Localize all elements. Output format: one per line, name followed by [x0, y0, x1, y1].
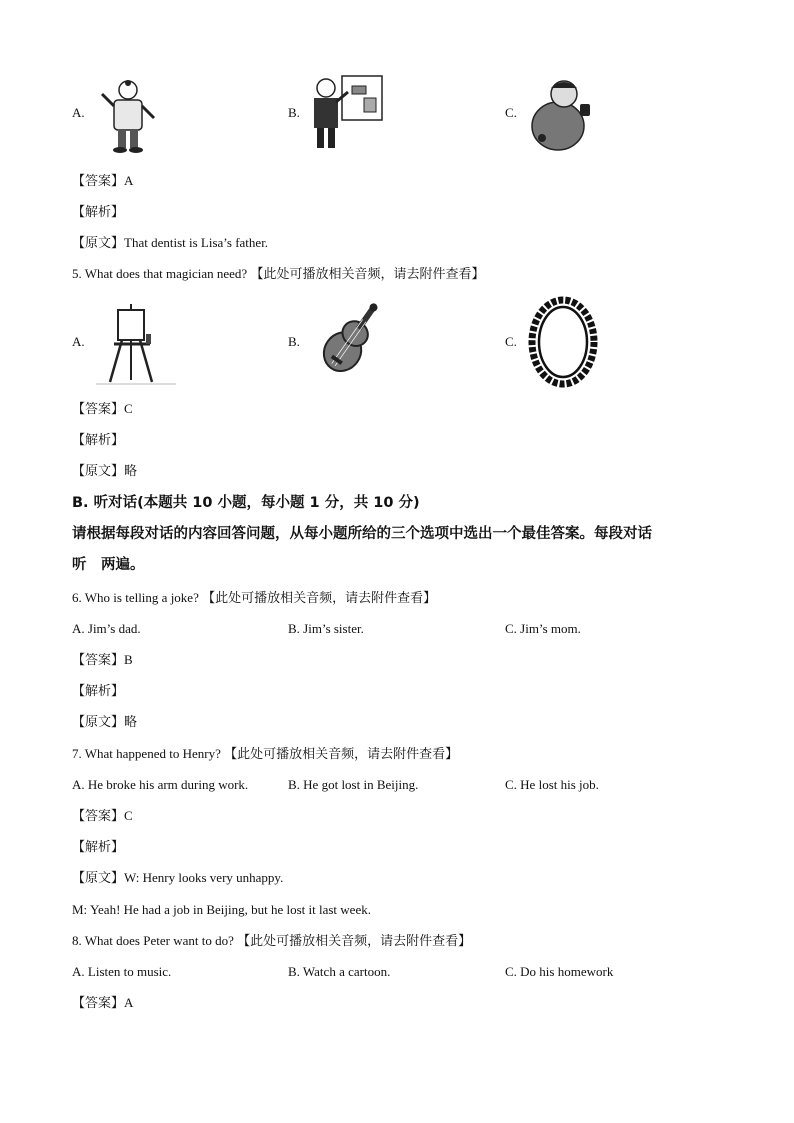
q4-option-b-label: B. — [288, 105, 300, 120]
q4-option-a-label: A. — [72, 105, 85, 120]
presenter-with-board-illustration — [308, 72, 386, 152]
mirror-icon — [528, 296, 598, 388]
q6-answer: 【答案】B — [72, 652, 133, 667]
q7-original: 【原文】W: Henry looks very unhappy. — [72, 870, 284, 885]
q7-option-c: C. He lost his job. — [505, 777, 599, 792]
q4-analysis: 【解析】 — [72, 204, 125, 219]
q8-option-a: A. Listen to music. — [72, 964, 172, 979]
q6-original: 【原文】略 — [72, 714, 138, 729]
q6-analysis: 【解析】 — [72, 683, 125, 698]
q7-answer: 【答案】C — [72, 808, 133, 823]
section-b-instruction-2: 听 两遍。 — [72, 557, 145, 573]
q4-option-c-label: C. — [505, 105, 517, 120]
q8-question: 8. What does Peter want to do? 【此处可播放相关音频，请去附件查看】 — [72, 933, 472, 948]
q7-option-a: A. He broke his arm during work. — [72, 777, 249, 792]
section-b-title: B. 听对话(本题共 10 小题，每小题 1 分，共 10 分) — [72, 495, 420, 511]
q4-original: 【原文】That dentist is Lisa’s father. — [72, 235, 269, 250]
q6-option-c: C. Jim’s mom. — [505, 621, 581, 636]
q7-analysis: 【解析】 — [72, 839, 125, 854]
q6-option-a: A. Jim’s dad. — [72, 621, 141, 636]
man-with-phone-illustration — [528, 74, 600, 154]
q5-question: 5. What does that magician need? 【此处可播放相关音频，请去附件查看】 — [72, 266, 485, 281]
q8-option-b: B. Watch a cartoon. — [288, 964, 391, 979]
q6-question: 6. Who is telling a joke? 【此处可播放相关音频，请去附件查看】 — [72, 590, 437, 605]
q5-answer: 【答案】C — [72, 401, 133, 416]
q8-option-c: C. Do his homework — [505, 964, 614, 979]
q7-question: 7. What happened to Henry? 【此处可播放相关音频，请去附件查看】 — [72, 746, 459, 761]
violin-icon — [316, 296, 384, 386]
q5-analysis: 【解析】 — [72, 432, 125, 447]
q8-answer: 【答案】A — [72, 995, 134, 1010]
q5-option-b-label: B. — [288, 334, 300, 349]
q5-original: 【原文】略 — [72, 463, 138, 478]
q5-option-c-label: C. — [505, 334, 517, 349]
section-b-instruction-1: 请根据每段对话的内容回答问题，从每小题所给的三个选项中选出一个最佳答案。每段对话 — [72, 526, 652, 542]
q7-original-continued: M: Yeah! He had a job in Beijing, but he lost it last week. — [72, 902, 371, 917]
dentist-doctor-illustration — [98, 76, 158, 154]
easel-icon — [92, 300, 178, 386]
q6-option-b: B. Jim’s sister. — [288, 621, 364, 636]
q4-answer: 【答案】A — [72, 173, 134, 188]
q5-option-a-label: A. — [72, 334, 85, 349]
q7-option-b: B. He got lost in Beijing. — [288, 777, 419, 792]
